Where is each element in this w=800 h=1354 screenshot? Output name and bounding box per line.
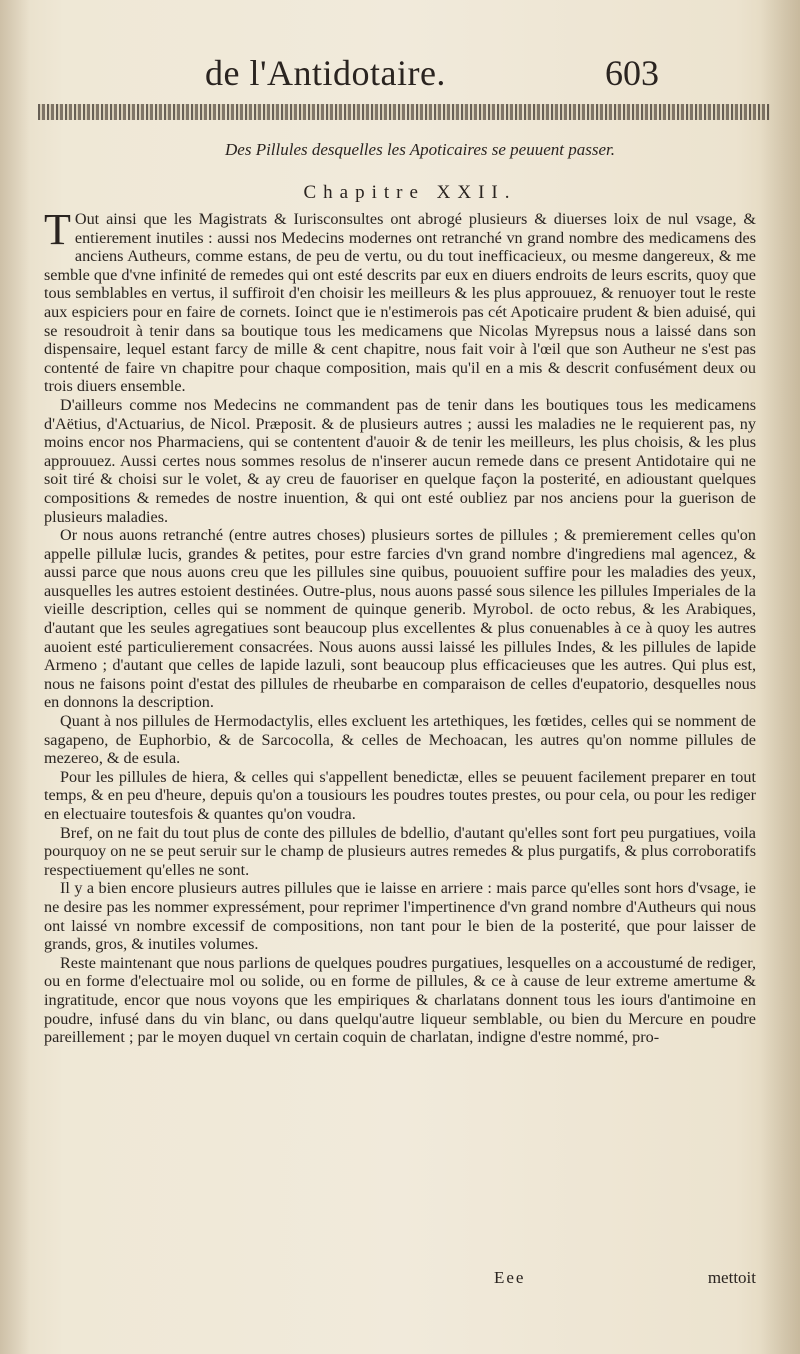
paragraph-6: Bref, on ne fait du tout plus de conte des pillules de bdellio, d'autant qu'elles sont fort peu purgatiues, voila pourquoy on ne se peut seruir sur le champ de plusieurs autres remedes & plus purgatifs, & plus corroboratifs respectiuement qu'elles ne sont. <box>44 823 756 879</box>
page-number: 603 <box>605 53 659 93</box>
paragraph-1-text: Out ainsi que les Magistrats & Iurisconsultes ont abrogé plusieurs & diuerses loix de nul vsage, & entierement inutiles : aussi nos Medecins modernes ont retranché vn grand nombre des medicamens des anciens Autheurs, comme estans, de peu de vertu, ou du tout inefficacieux, ou mesme dangereux, & me semble que d'vne infinité de remedes qui ont esté descrits par eux en diuers endroits de leurs escrits, quoy que tous semblables en vertus, il suffiroit d'en choisir les meilleurs & les plus approuuez, & renuoyer tout le reste aux espiciers pour en faire de cornets. Ioinct que ie n'estimerois pas cét Apoticaire prudent & bien aduisé, qui se resoudroit à tenir dans sa boutique tous les medicamens que Nicolas Myrepsus nous a laissé dans son dispensaire, lequel estant farcy de mille & cent chapitre, nous fait voir à l'œil que son Autheur ne s'est pas contenté de faire vn chapitre pour chaque composition, mais qu'il en a mis & descrit confusément deux ou trois diuers ensemble. <box>44 210 756 396</box>
drop-cap: T <box>44 205 71 254</box>
body-text <box>44 205 756 1047</box>
paragraph-5: Pour les pillules de hiera, & celles qui s'appellent benedictæ, elles se peuuent facilement preparer en tout temps, & en peu d'heure, depuis qu'on a tousiours les poudres toutes prestes, ou pour cela, ou pour les rediger en electuaire toutesfois & quantes qu'on voudra. <box>44 767 756 823</box>
paragraph-2: D'ailleurs comme nos Medecins ne commandent pas de tenir dans les boutiques tous les medicamens d'Aëtius, d'Actuarius, de Nicol. Præposit. & de plusieurs autres ; aussi les maladies ne le requierent pas, ny moins encor nos Pharmaciens, qui se contentent d'auoir & de tenir les meilleurs, les plus choisis, & les plus approuuez. Aussi certes nous sommes resolus de n'inserer aucun remede dans ce present Antidotaire qui ne soit tiré & choisi sur le volet, & ay creu de fauoriser en quelque façon la posterité, en adioustant quelques compositions & remedes de nostre inuention, & qui ont esté oubliez par nos anciens pour la guerison de plusieurs maladies. <box>44 395 756 526</box>
paragraph-7: Il y a bien encore plusieurs autres pillules que ie laisse en arriere : mais parce qu'elles sont hors d'vsage, ie ne desire pas les nommer expressément, pour reprimer l'impertinence d'vn grand nombre d'Autheurs qui nous ont laissé vn nombre excessif de compositions, non tant pour le bien de la posterité, que pour laisser de grands, gros, & inutiles volumes. <box>44 879 756 954</box>
chapter-heading: Chapitre XXII. <box>303 182 517 203</box>
paragraph-1 <box>44 205 756 396</box>
paragraph-3: Or nous auons retranché (entre autres choses) plusieurs sortes de pillules ; & premierement celles qu'on appelle pillulæ lucis, grandes & petites, pour estre farcies d'vn grand nombre d'ingrediens mal agencez, & aussi parce que nous auons creu que les pillules sine quibus, pouuoient suffire pour les maladies des yeux, ausquelles les autres estoient destinées. Outre-plus, nous auons passé sous silence les pillules Imperiales de la vieille description, celles qui se nomment de quinque generib. Myrobol. de octo rebus, & les Arabiques, d'autant que les seules agregatiues sont beaucoup plus excellentes & plus conuenables à ce à quoy les autres auoient esté particulierement consacrées. Nous auons aussi laissé les pillules Indes, & les pillules de lapide Armeno ; d'autant que celles de lapide lazuli, sont beaucoup plus efficacieuses que les autres. Qui plus est, nous ne faisons point d'estat des pillules de rheubarbe en comparaison de celles d'eupatorio, desquelles nous en donnons la description. <box>44 526 756 712</box>
running-title: de l'Antidotaire. <box>205 53 446 93</box>
signature-mark: Eee <box>494 1268 526 1287</box>
catchword: mettoit <box>707 1268 756 1287</box>
section-heading: Des Pillules desquelles les Apoticaires se peuuent passer. <box>225 140 615 159</box>
paragraph-8: Reste maintenant que nous parlions de quelques poudres purgatiues, lesquelles on a accoustumé de rediger, ou en forme d'electuaire mol ou solide, ou en forme de pillules, & ce à cause de leur extreme amertume & ingratitude, encor que nous voyons que les empiriques & charlatans donnent tous les iours d'antimoine en poudre, infusé dans du vin blanc, ou dans quelqu'autre liqueur semblable, ou bien du Mercure en poudre pareillement ; par le moyen duquel vn certain coquin de charlatan, indigne d'estre nommé, pro- <box>44 953 756 1047</box>
paragraph-4: Quant à nos pillules de Hermodactylis, elles excluent les artethiques, les fœtides, celles qui se nomment de sagapeno, de Euphorbio, & de Sarcocolla, & celles de Mechoacan, les autres qu'on nomme pillules de mezereo, & de esula. <box>44 712 756 768</box>
running-head <box>0 52 800 92</box>
catchword-row <box>44 1268 756 1290</box>
